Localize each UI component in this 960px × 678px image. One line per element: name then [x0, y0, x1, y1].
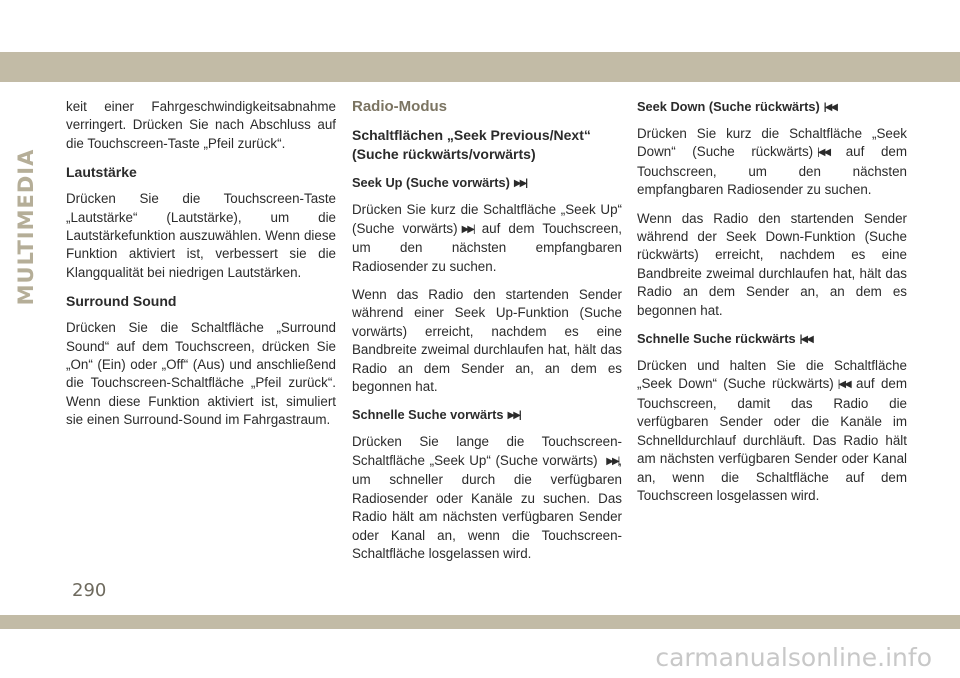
- seek-down-text-b: auf dem Touchscreen, um den nächsten empfangbaren Radiosender zu suchen.: [637, 144, 907, 198]
- heading-seek-down-label: Seek Down (Suche rückwärts): [637, 99, 820, 114]
- header-bar: [0, 52, 960, 82]
- fast-back-paragraph: [637, 357, 907, 505]
- section-side-label: MULTIMEDIA: [14, 148, 38, 306]
- fast-forward-text-b: , um schneller durch die verfügbaren Radiosender oder Kanäle zu suchen. Das Radio hält am nächsten verfügbaren Sender oder Kanal an, wenn die Touchscreen-Schaltfläche losgelassen wird.: [352, 452, 622, 561]
- rewind-icon: |◀◀: [817, 147, 830, 159]
- rewind-icon: |◀◀: [837, 379, 850, 391]
- heading-lautstaerke: Lautstärke: [66, 164, 137, 181]
- heading-seek-buttons: Schaltflächen „Seek Previous/Next“ (Suche rückwärts/vorwärts): [352, 127, 591, 163]
- page-number: 290: [72, 580, 107, 601]
- seek-down-paragraph: [637, 125, 907, 200]
- heading-radio-modus: Radio-Modus: [352, 98, 447, 115]
- fast-back-text-b: auf dem Touchscreen, damit das Radio die verfügbaren Sender oder die Kanäle im Schnelldurchlauf durchläuft. Das Radio hält am nächsten verfügbaren Sender oder Kanal an, wenn die Schaltfläche auf dem Touchscreen losgelassen wird.: [637, 376, 907, 503]
- seek-up-wrap-paragraph: Wenn das Radio den startenden Sender während einer Seek Up-Funktion (Suche vorwärts) erreicht, nachdem es eine Bandbreite zweimal durchlaufen hat, hält das Radio an dem Sender an, an dem es begonnen hat.: [352, 287, 622, 395]
- column-left: [66, 98, 336, 440]
- header-band: [0, 0, 960, 82]
- seek-down-wrap-paragraph: Wenn das Radio den startenden Sender während der Seek Down-Funktion (Suche rückwärts) erreicht, nachdem es eine Bandbreite zweimal durchlaufen hat, hält das Radio an dem Sender an, an dem es begonnen hat.: [637, 210, 907, 318]
- fast-forward-icon: ▶▶|: [513, 178, 527, 190]
- fast-forward-icon: ▶▶|: [507, 410, 520, 422]
- fast-forward-icon: ▶▶|: [606, 455, 619, 467]
- footer-bar: [0, 615, 960, 629]
- seek-up-text-b: auf dem Touchscreen, um den nächsten empfangbaren Radiosender zu suchen.: [352, 220, 622, 274]
- fast-forward-paragraph: [352, 433, 622, 563]
- heading-fast-forward-label: Schnelle Suche vorwärts: [352, 407, 504, 423]
- heading-seek-up: [352, 174, 622, 193]
- column-middle: [352, 98, 622, 573]
- lautstaerke-paragraph: Drücken Sie die Touchscreen-Taste „Lautstärke“ (Lautstärke), um die Lautstärkefunktion auszuwählen. Wenn diese Funktion aktiviert ist, verbessert sie die Klangqualität bei niedrigen Lautstärken.: [66, 191, 336, 280]
- fast-forward-text-a: Drücken Sie lange die Touchscreen-Schaltfläche „Seek Up“ (Suche vorwärts): [352, 434, 622, 468]
- surround-paragraph: Drücken Sie die Schaltfläche „Surround Sound“ auf dem Touchscreen, drücken Sie „On“ (Ein) oder „Off“ (Aus) und anschließend die Touchscreen-Schaltfläche „Pfeil zurück“. Wenn diese Funktion aktiviert ist, simuliert sie einen Surround-Sound im Fahrgastraum.: [66, 320, 336, 428]
- fast-forward-icon: ▶▶|: [461, 223, 474, 235]
- heading-fast-back-label: Schnelle Suche rückwärts: [637, 331, 796, 347]
- intro-paragraph: keit einer Fahrgeschwindigkeitsabnahme verringert. Drücken Sie nach Abschluss auf die Touchscreen-Taste „Pfeil zurück“.: [66, 99, 336, 151]
- heading-seek-down: [637, 98, 907, 117]
- heading-seek-up-label: Seek Up (Suche vorwärts): [352, 175, 510, 191]
- heading-surround-sound: Surround Sound: [66, 293, 177, 310]
- heading-fast-back: [637, 330, 907, 349]
- seek-down-text-a: Drücken Sie kurz die Schaltfläche „Seek Down“ (Suche rückwärts): [637, 126, 907, 160]
- watermark: carmanualsonline.info: [655, 643, 932, 672]
- heading-fast-forward: [352, 406, 622, 425]
- fast-back-text-a: Drücken und halten Sie die Schaltfläche „Seek Down“ (Suche rückwärts): [637, 358, 907, 392]
- rewind-icon: |◀◀: [799, 334, 812, 346]
- seek-up-text-a: Drücken Sie kurz die Schaltfläche „Seek Up“ (Suche vorwärts): [352, 202, 622, 236]
- rewind-icon: |◀◀: [823, 102, 836, 113]
- seek-up-paragraph: [352, 201, 622, 276]
- column-right: [637, 98, 907, 515]
